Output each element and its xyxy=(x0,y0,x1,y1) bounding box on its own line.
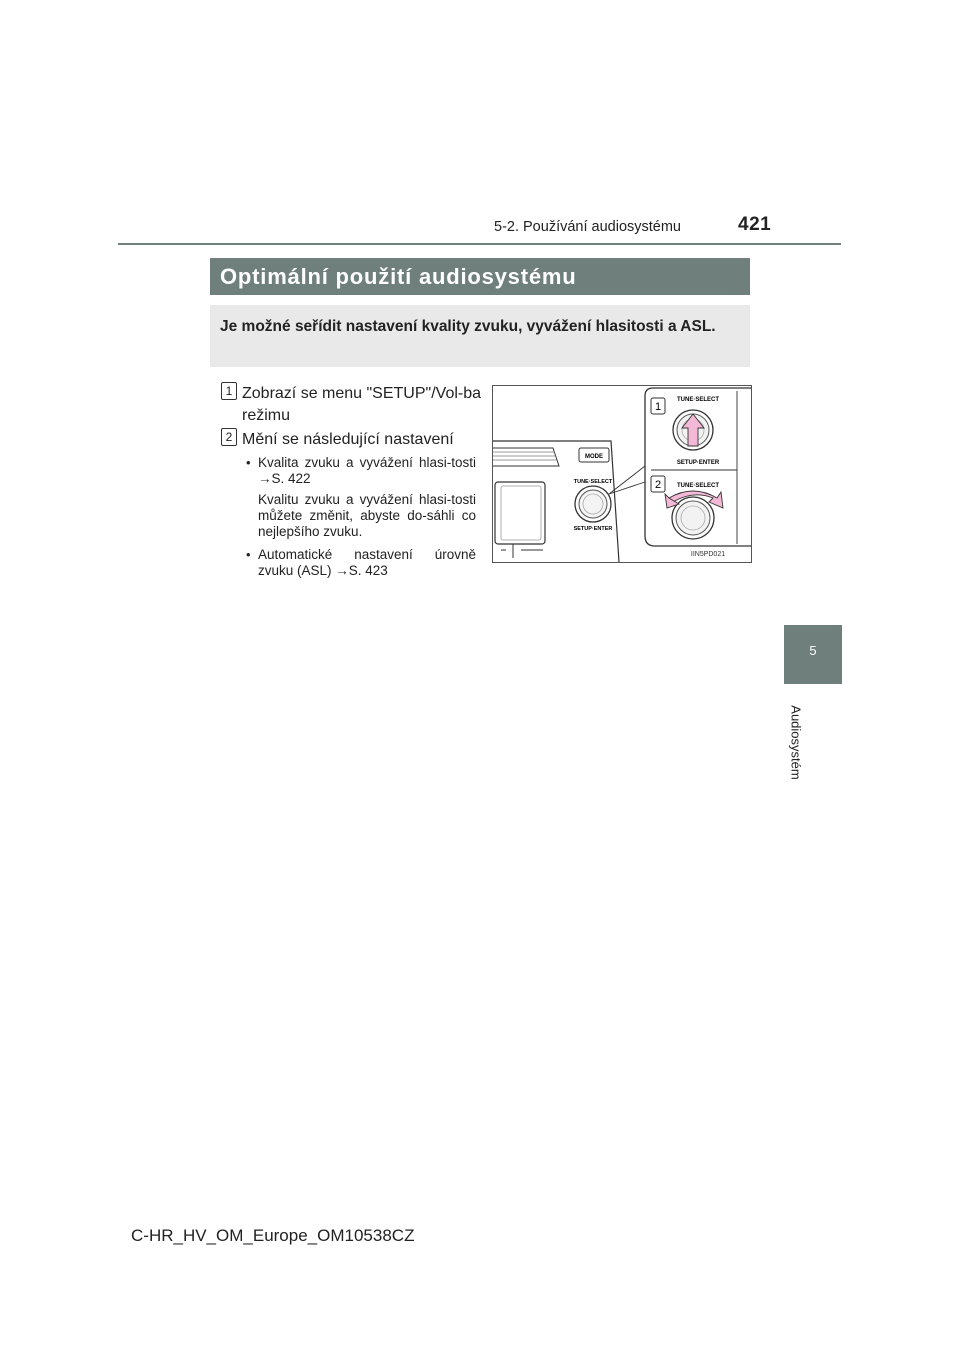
chapter-label: Audiosystém xyxy=(788,705,804,780)
document-footer: C-HR_HV_OM_Europe_OM10538CZ xyxy=(131,1226,415,1245)
section-heading: Optimální použití audiosystému xyxy=(220,264,577,289)
bullet-1-text: Kvalita zvuku a vyvážení hlasi-tosti →S. 422 xyxy=(258,455,476,486)
figure-id: IIN5PD021 xyxy=(690,551,726,558)
item-1-text: Zobrazí se menu "SETUP"/Vol-ba režimu xyxy=(242,385,482,424)
small-setup-enter-label: SETUP·ENTER xyxy=(573,526,613,532)
intro-text: Je možné seřídit nastavení kvality zvuku, vyvážení hlasitosti a ASL. xyxy=(220,318,716,335)
chapter-number: 5 xyxy=(809,643,817,658)
item-2-text: Mění se následující nastavení xyxy=(242,431,454,448)
item-number-badge-2: 2 xyxy=(221,428,237,446)
callout-2: 2 xyxy=(654,479,662,491)
bullet-2-glyph: • xyxy=(246,547,251,562)
bullet-2-text: Automatické nastavení úrovně zvuku (ASL) →S. 423 xyxy=(258,547,476,578)
item-number-badge-1: 1 xyxy=(221,382,237,400)
bullet-1-glyph: • xyxy=(246,455,251,470)
audio-panel-illustration xyxy=(492,385,752,563)
callout-1: 1 xyxy=(654,401,662,413)
mode-button-label: MODE xyxy=(585,454,603,460)
top-setup-enter-label: SETUP·ENTER xyxy=(676,460,720,466)
chapter-tab xyxy=(784,625,842,684)
bottom-tune-select-label: TUNE·SELECT xyxy=(677,483,719,489)
page-number: 421 xyxy=(738,214,772,235)
section-heading-bar xyxy=(210,258,750,295)
header-rule xyxy=(118,243,841,245)
top-tune-select-label: TUNE·SELECT xyxy=(677,397,719,403)
intro-box xyxy=(210,305,750,367)
bullet-1-note: Kvalitu zvuku a vyvážení hlasi-tosti můžete změnit, abyste do-sáhli co nejlepšího zvuku. xyxy=(258,492,476,539)
section-title: 5-2. Používání audiosystému xyxy=(494,219,681,235)
small-tune-select-label: TUNE·SELECT xyxy=(573,479,613,485)
